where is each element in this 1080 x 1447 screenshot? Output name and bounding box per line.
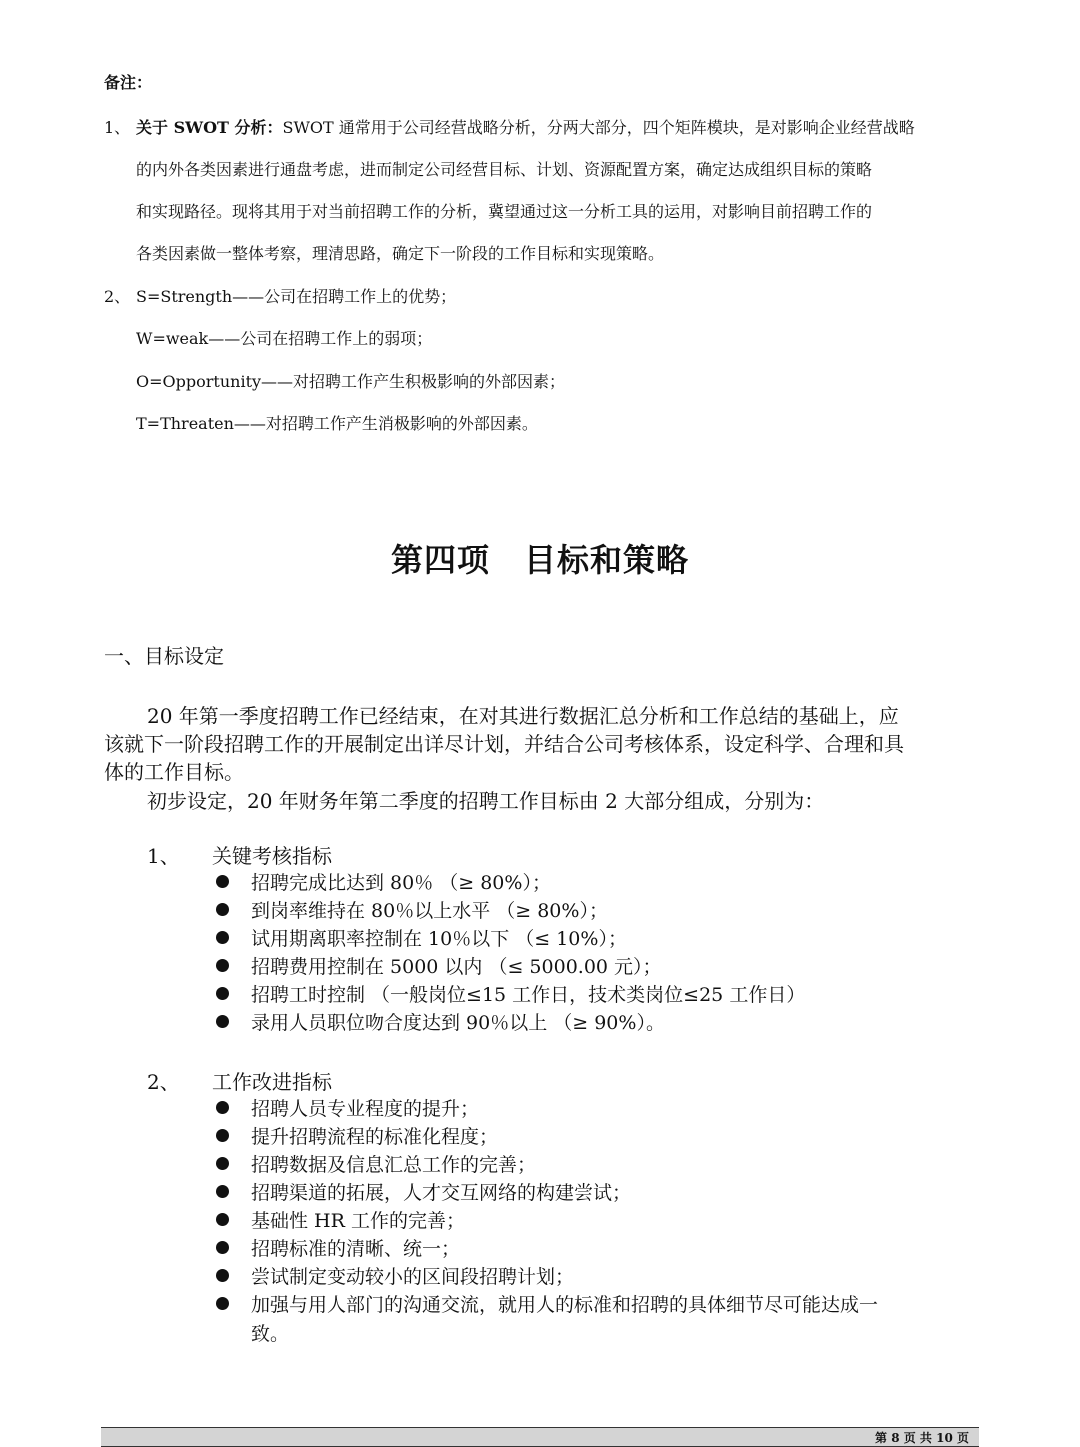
note-item-1-text: SWOT 通常用于公司经营战略分析，分两大部分，四个矩阵模块，是对影响企业经营战略 (282, 118, 915, 137)
list-2-item-2: 提升招聘流程的标准化程度； (251, 1126, 499, 1148)
bullet-icon (216, 1185, 229, 1198)
list-2-item-3: 招聘数据及信息汇总工作的完善； (251, 1154, 537, 1176)
bullet-icon (216, 1157, 229, 1170)
list-1-title: 关键考核指标 (212, 844, 332, 868)
paragraph-line-3: 体的工作目标。 (104, 760, 244, 784)
paragraph-line-1: 20 年第一季度招聘工作已经结束，在对其进行数据汇总分析和工作总结的基础上，应 (147, 704, 899, 728)
list-1-item-4: 招聘费用控制在 5000 以内 （≤ 5000.00 元）； (251, 956, 662, 978)
bullet-icon (216, 1241, 229, 1254)
bullet-icon (216, 1213, 229, 1226)
notes-title: 备注： (104, 73, 153, 92)
subsection-title: 一、目标设定 (104, 644, 224, 668)
list-1-item-5: 招聘工时控制 （一般岗位≤15 工作日，技术类岗位≤25 工作日） (251, 984, 806, 1006)
page-footer (101, 1427, 979, 1447)
note-item-1-line-4: 各类因素做一整体考察，理清思路，确定下一阶段的工作目标和实现策略。 (136, 244, 665, 263)
bullet-icon (216, 1015, 229, 1028)
bullet-icon (216, 987, 229, 1000)
list-1-item-6: 录用人员职位吻合度达到 90％以上 （≥ 90%）。 (251, 1012, 665, 1034)
swot-threaten-line: T=Threaten——对招聘工作产生消极影响的外部因素。 (136, 414, 538, 433)
swot-opportunity-line: O=Opportunity——对招聘工作产生积极影响的外部因素； (136, 372, 566, 391)
list-2-item-4: 招聘渠道的拓展，人才交互网络的构建尝试； (251, 1182, 632, 1204)
bullet-icon (216, 1297, 229, 1310)
list-2-item-6: 招聘标准的清晰、统一； (251, 1238, 461, 1260)
paragraph-line-2: 该就下一阶段招聘工作的开展制定出详尽计划，并结合公司考核体系，设定科学、合理和具 (104, 732, 904, 756)
list-2-item-5: 基础性 HR 工作的完善； (251, 1210, 465, 1232)
list-1-number: 1、 (147, 844, 180, 868)
note-item-1-line-2: 的内外各类因素进行通盘考虑，进而制定公司经营目标、计划、资源配置方案，确定达成组织目标的策略 (136, 160, 873, 179)
note-item-1-line-1 (136, 115, 915, 138)
note-item-1-number: 1、 (104, 118, 131, 137)
list-2-item-8-continued: 致。 (251, 1323, 290, 1345)
list-2-title: 工作改进指标 (212, 1070, 332, 1094)
list-1-item-3: 试用期离职率控制在 10％以下 （≤ 10%）； (251, 928, 627, 950)
list-2-item-8: 加强与用人部门的沟通交流，就用人的标准和招聘的具体细节尽可能达成一 (251, 1294, 879, 1316)
note-item-1-label: 关于 SWOT 分析： (136, 118, 283, 137)
list-1-item-1: 招聘完成比达到 80％ （≥ 80%）； (251, 872, 551, 894)
page-number: 第 8 页 共 10 页 (875, 1431, 969, 1445)
list-2-number: 2、 (147, 1070, 180, 1094)
note-item-1-line-3: 和实现路径。现将其用于对当前招聘工作的分析，冀望通过这一分析工具的运用，对影响目前招聘工作的 (136, 202, 873, 221)
heading-part-2: 目标和策略 (524, 541, 690, 579)
bullet-icon (216, 1269, 229, 1282)
list-2-item-1: 招聘人员专业程度的提升； (251, 1098, 480, 1120)
bullet-icon (216, 1129, 229, 1142)
bullet-icon (216, 931, 229, 944)
bullet-icon (216, 1101, 229, 1114)
list-2-item-7: 尝试制定变动较小的区间段招聘计划； (251, 1266, 575, 1288)
note-item-2-number: 2、 (104, 287, 131, 306)
heading-part-1: 第四项 (390, 541, 490, 579)
swot-weak-line: W=weak——公司在招聘工作上的弱项； (136, 329, 433, 348)
section-heading (0, 535, 1080, 581)
list-1-item-2: 到岗率维持在 80％以上水平 （≥ 80%）； (251, 900, 608, 922)
swot-strength-line: S=Strength——公司在招聘工作上的优势； (136, 287, 457, 306)
bullet-icon (216, 903, 229, 916)
bullet-icon (216, 959, 229, 972)
bullet-icon (216, 875, 229, 888)
paragraph-line-4: 初步设定，20 年财务年第二季度的招聘工作目标由 2 大部分组成，分别为： (147, 789, 825, 813)
